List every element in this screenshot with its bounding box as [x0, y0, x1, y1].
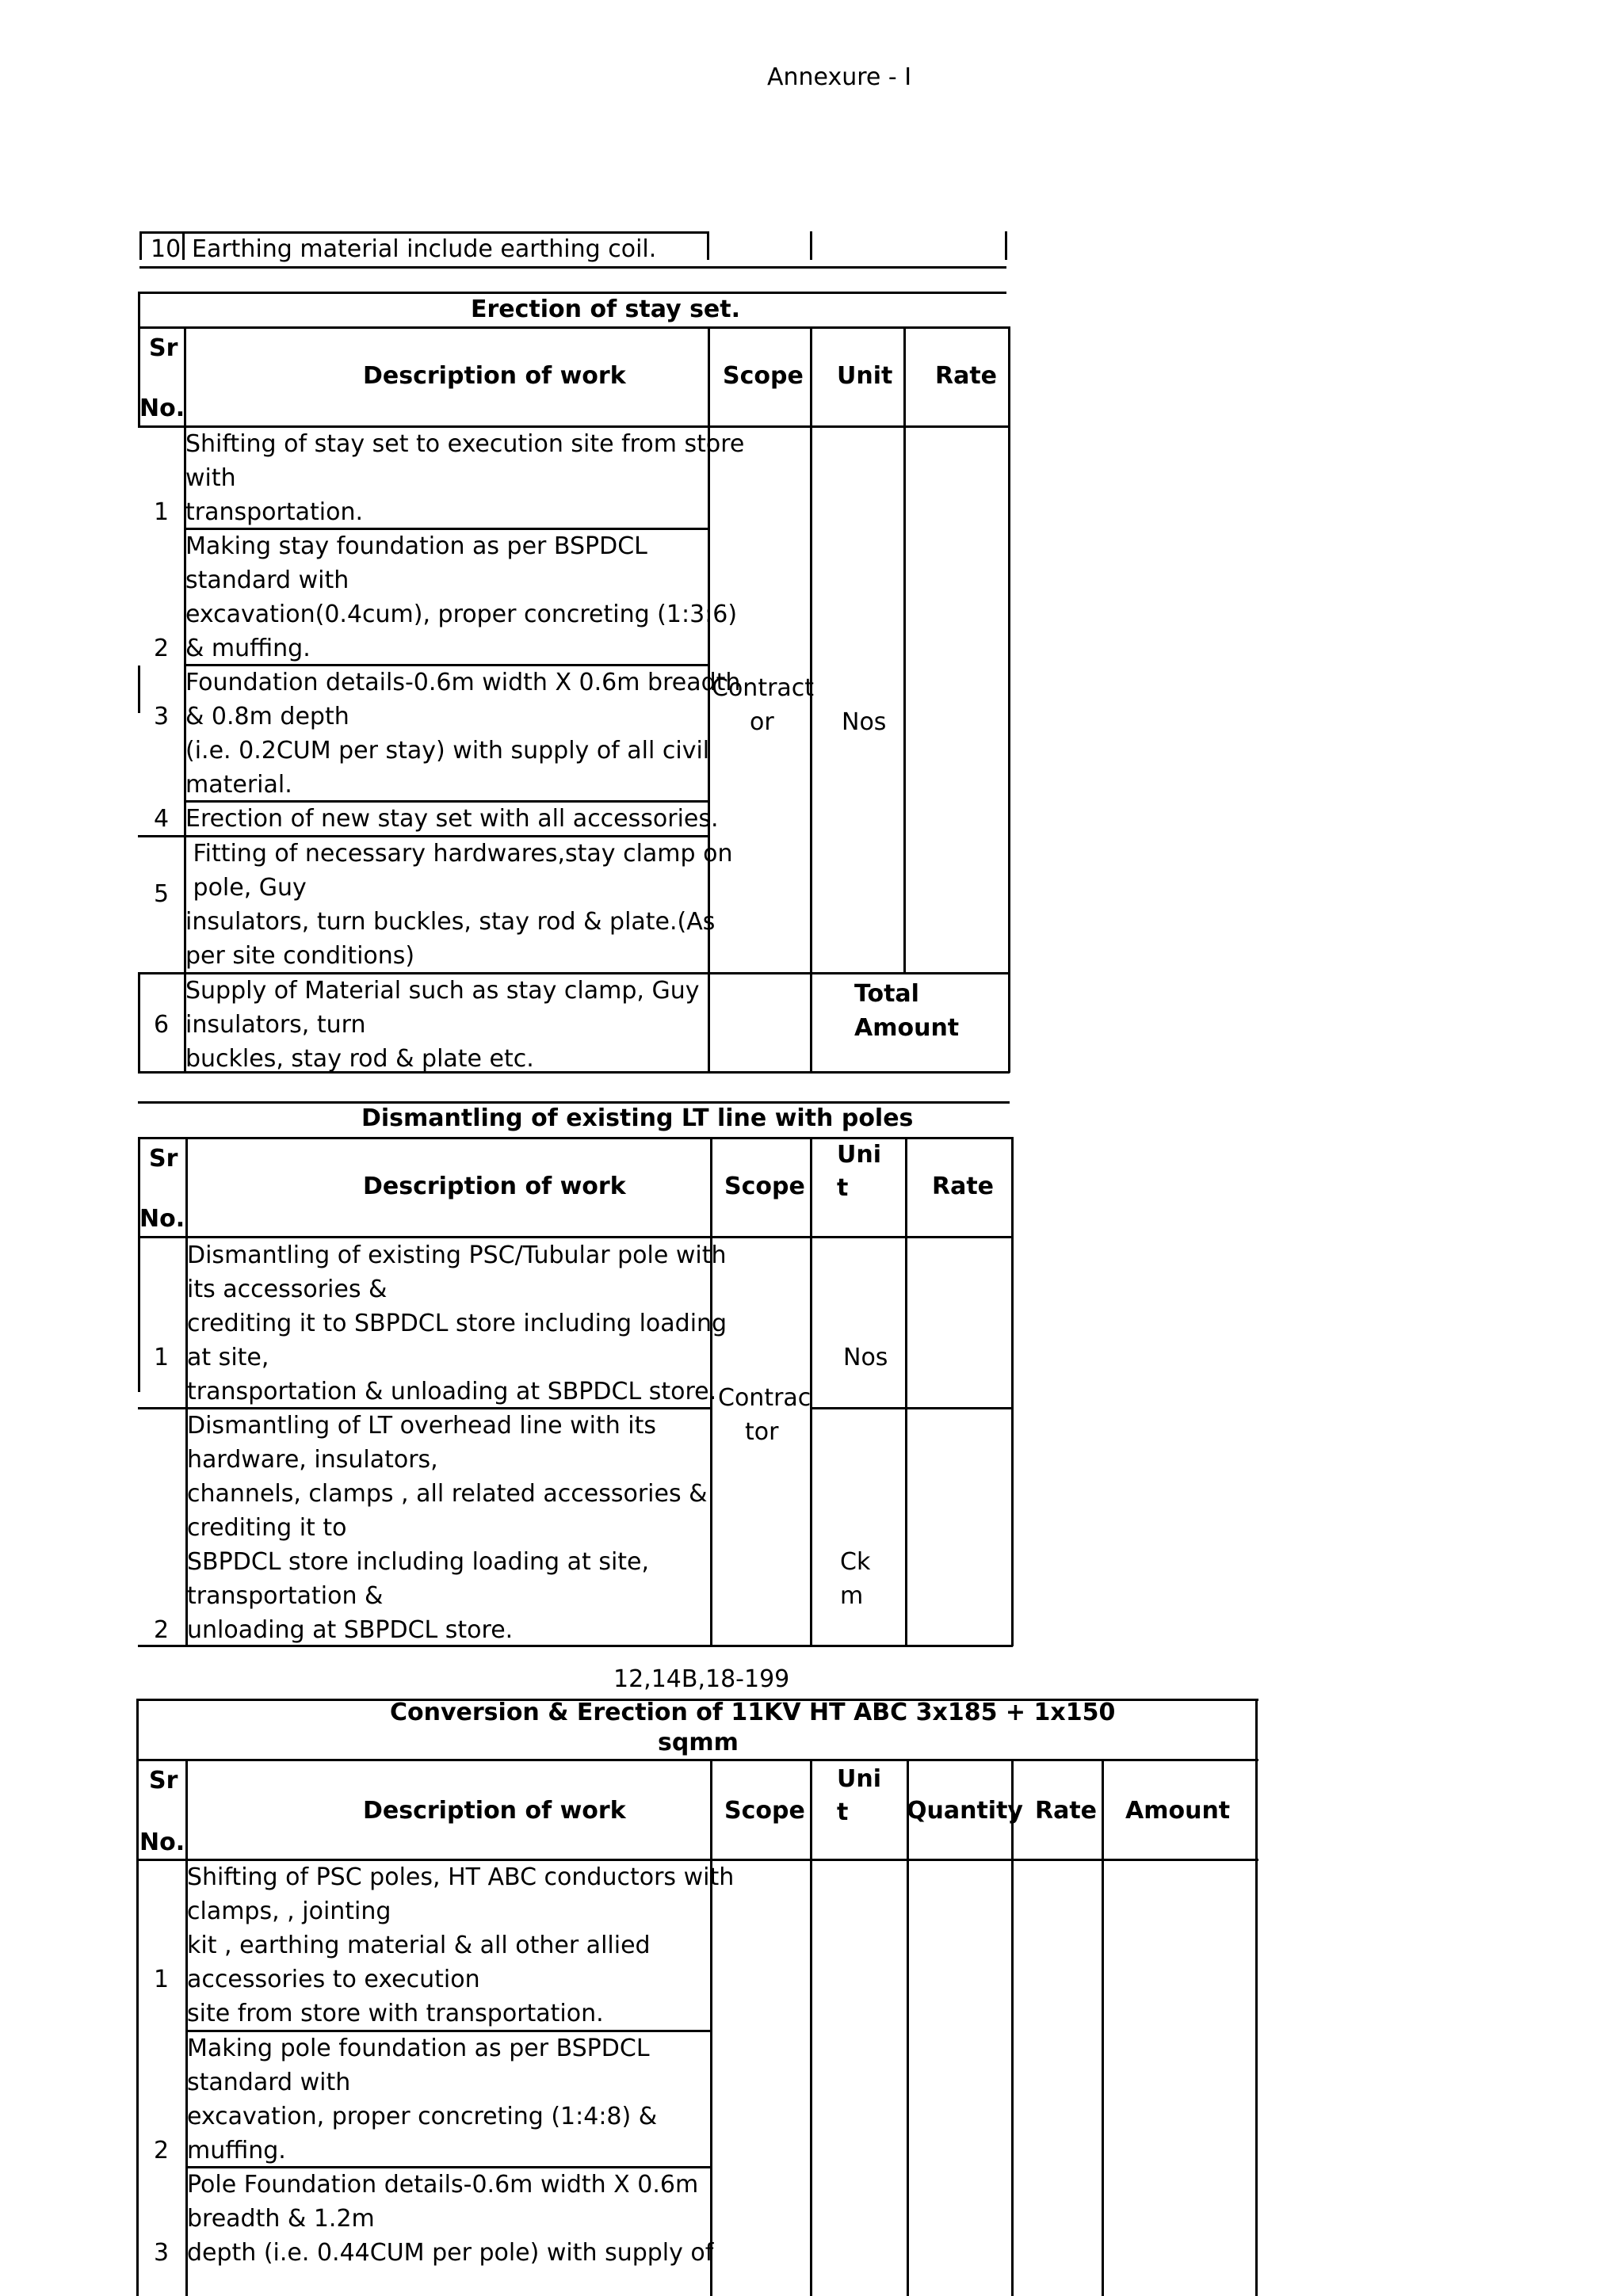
description-line: Making stay foundation as per BSPDCL [185, 532, 647, 560]
border [810, 1759, 812, 2296]
border [810, 231, 812, 260]
border [138, 972, 140, 1073]
scope-value: or [750, 708, 774, 736]
col-scope: Scope [724, 1797, 805, 1825]
description: Earthing material include earthing coil. [192, 235, 657, 263]
description-line: Dismantling of LT overhead line with its [187, 1412, 657, 1440]
col-scope: Scope [724, 1173, 805, 1200]
scope-value: tor [745, 1418, 779, 1446]
border [707, 231, 709, 260]
table-title: Conversion & Erection of 11KV HT ABC 3x185 + 1x150 [390, 1699, 1116, 1726]
unit-value: m [840, 1582, 864, 1610]
description-line: crediting it to [187, 1514, 347, 1542]
col-description: Description of work [363, 1797, 626, 1825]
description-line: transportation. [185, 498, 364, 526]
description-line: Fitting of necessary hardwares,stay clamp on [185, 840, 733, 868]
description-line: Foundation details-0.6m width X 0.6m breadth [185, 669, 741, 696]
border [138, 1238, 140, 1392]
border [136, 1699, 139, 2296]
col-unit: Unit [837, 362, 893, 390]
description-line: breadth & 1.2m [187, 2205, 375, 2233]
col-rate: Rate [935, 362, 998, 390]
table-title: sqmm [658, 1729, 739, 1756]
sr-no: 3 [154, 2239, 170, 2267]
description-line: Erection of new stay set with all accessories. [185, 805, 719, 833]
description-line: kit , earthing material & all other allied [187, 1932, 651, 1959]
col-unit: t [837, 1174, 849, 1202]
col-sr: Sr [149, 334, 178, 362]
reference-code: 12,14B,18-199 [613, 1665, 790, 1693]
unit-value: Nos [843, 1344, 888, 1371]
border [905, 1137, 907, 1646]
col-description: Description of work [363, 1173, 626, 1200]
col-rate: Rate [1035, 1797, 1098, 1825]
scope-value: Contrac [718, 1384, 812, 1412]
description-line: buckles, stay rod & plate etc. [185, 1045, 534, 1073]
border [139, 266, 1006, 269]
description-line: depth (i.e. 0.44CUM per pole) with supply of [187, 2239, 714, 2267]
border [138, 666, 140, 713]
description-line: standard with [187, 2069, 351, 2096]
description-line: pole, Guy [185, 874, 307, 902]
sr-no: 2 [154, 635, 170, 662]
col-unit: t [837, 1798, 849, 1826]
border [139, 231, 142, 260]
description-line: Shifting of PSC poles, HT ABC conductors with [187, 1863, 735, 1891]
description-line: Supply of Material such as stay clamp, Guy [185, 977, 700, 1005]
description-line: per site conditions) [185, 942, 415, 970]
description-line: excavation, proper concreting (1:4:8) & [187, 2103, 658, 2130]
description-line: standard with [185, 566, 349, 594]
sr-no: 1 [154, 498, 170, 526]
description-line: (i.e. 0.2CUM per stay) with supply of all civil [185, 737, 710, 765]
sr-no: 5 [154, 880, 170, 908]
description-line: insulators, turn [185, 1011, 366, 1039]
col-sr: Sr [149, 1767, 178, 1794]
description-line: unloading at SBPDCL store. [187, 1616, 514, 1644]
col-scope: Scope [723, 362, 804, 390]
col-unit: Uni [837, 1141, 882, 1169]
description-line: & 0.8m depth [185, 703, 349, 730]
sr-no: 2 [154, 1616, 170, 1644]
border [138, 326, 1010, 329]
border [182, 231, 185, 260]
border [1008, 326, 1010, 1073]
col-sr: Sr [149, 1145, 178, 1173]
sr-no: 6 [154, 1011, 170, 1039]
description-line: Pole Foundation details-0.6m width X 0.6m [187, 2171, 699, 2199]
border [710, 1759, 712, 2296]
description-line: Shifting of stay set to execution site from store [185, 430, 745, 458]
sr-no: 1 [154, 1966, 170, 1993]
description-line: SBPDCL store including loading at site, [187, 1548, 650, 1576]
border [1102, 1759, 1104, 2296]
border [1005, 231, 1007, 260]
border [1255, 1699, 1258, 2296]
col-quantity: Quantity [907, 1797, 1023, 1825]
sr-no: 3 [154, 703, 170, 730]
sr-no: 2 [154, 2137, 170, 2164]
col-sr-no: No. [139, 1205, 185, 1233]
description-line: Making pole foundation as per BSPDCL [187, 2035, 650, 2062]
scope-value: Contract [712, 674, 815, 702]
table-title: Erection of stay set. [471, 296, 741, 323]
description-line: accessories to execution [187, 1966, 480, 1993]
sr-no: 10 [151, 235, 181, 263]
total-amount-label: Total [854, 980, 919, 1008]
border [907, 1759, 909, 2296]
unit-value: Nos [842, 708, 887, 736]
col-description: Description of work [363, 362, 626, 390]
description-line: transportation & [187, 1582, 384, 1610]
table-title: Dismantling of existing LT line with poles [361, 1104, 914, 1132]
border [1011, 1137, 1014, 1646]
description-line: channels, clamps , all related accessories & [187, 1480, 708, 1508]
description-line: with [185, 464, 236, 492]
description-line: at site, [187, 1344, 269, 1371]
border [138, 1137, 1013, 1139]
annexure-label: Annexure - I [767, 63, 912, 91]
border [903, 326, 906, 974]
description-line: Dismantling of existing PSC/Tubular pole with [187, 1241, 727, 1269]
description-line: muffing. [187, 2137, 286, 2164]
description-line: clamps, , jointing [187, 1897, 391, 1925]
total-amount-label: Amount [854, 1014, 960, 1042]
description-line: excavation(0.4cum), proper concreting (1:3:6) [185, 601, 738, 628]
sr-no: 1 [154, 1344, 170, 1371]
col-amount: Amount [1125, 1797, 1231, 1825]
description-line: its accessories & [187, 1276, 388, 1303]
description-line: crediting it to SBPDCL store including loading [187, 1310, 727, 1337]
col-rate: Rate [932, 1173, 995, 1200]
unit-value: Ck [840, 1548, 871, 1576]
description-line: hardware, insulators, [187, 1446, 438, 1474]
col-unit: Uni [837, 1765, 882, 1793]
sr-no: 4 [154, 805, 170, 833]
description-line: material. [185, 771, 292, 799]
col-sr-no: No. [139, 1829, 185, 1856]
description-line: site from store with transportation. [187, 2000, 604, 2027]
description-line: transportation & unloading at SBPDCL store. [187, 1378, 717, 1405]
col-sr-no: No. [139, 395, 185, 422]
border [810, 1407, 1013, 1409]
description-line: & muffing. [185, 635, 311, 662]
border [1011, 1759, 1014, 2296]
description-line: insulators, turn buckles, stay rod & plate.(As [185, 908, 716, 936]
